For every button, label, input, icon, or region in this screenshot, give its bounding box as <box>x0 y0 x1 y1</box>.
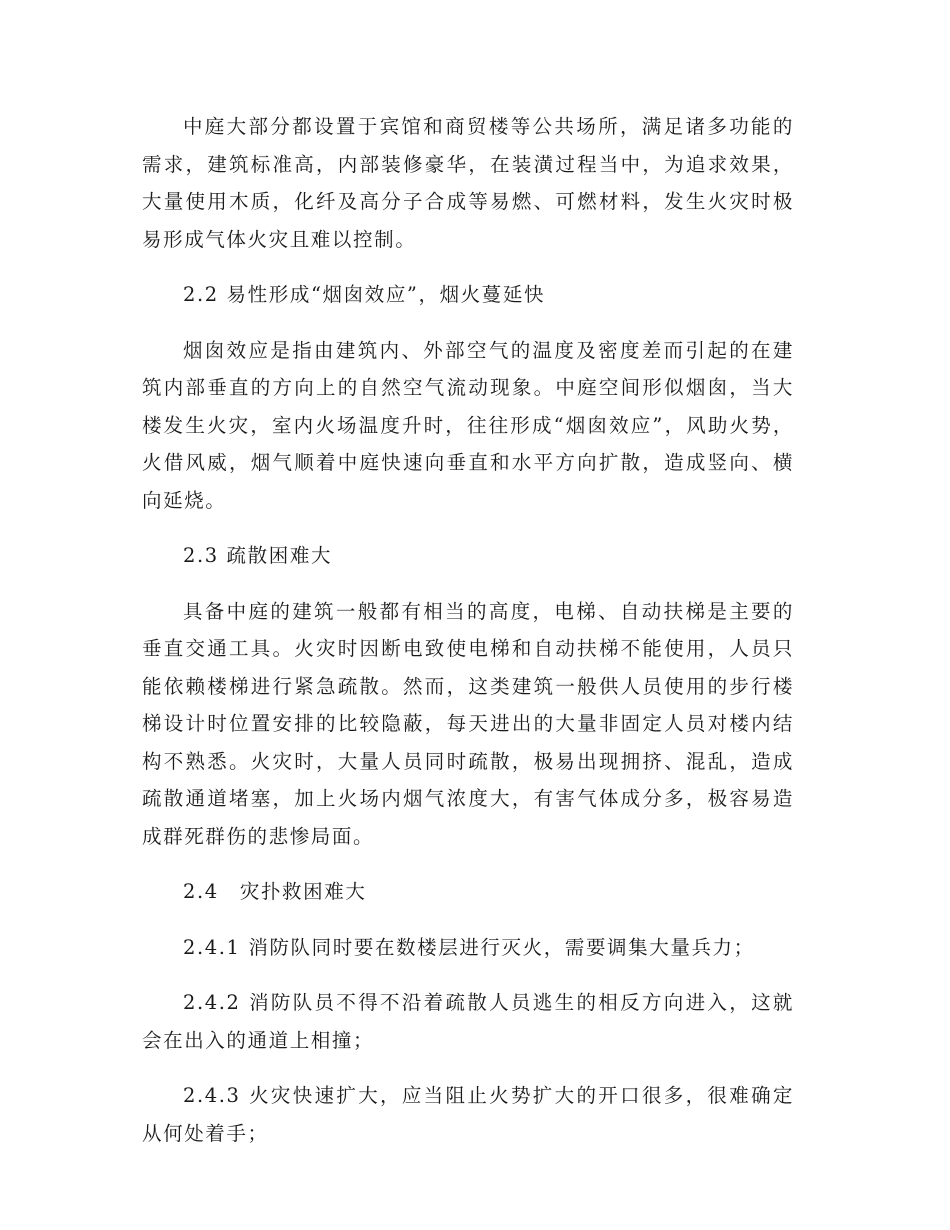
document-body <box>142 108 794 1170</box>
paragraph-2-4-1: 2.4.1 消防队同时要在数楼层进行灭火，需要调集大量兵力； <box>182 935 755 959</box>
paragraph-chimney-effect: 烟囱效应是指由建筑内、外部空气的温度及密度差而引起的在建筑内部垂直的方向上的自然空气流动现象。中庭空间形似烟囱，当大楼发生火灾，室内火场温度升时，往往形成“烟囱效应”，风助火势，火借风威，烟气顺着中庭快速向垂直和水平方向扩散，造成竖向、横向延烧。 <box>142 338 794 512</box>
section-heading-2-3: 2.3 疏散困难大 <box>182 544 333 567</box>
paragraph-evacuation: 具备中庭的建筑一般都有相当的高度，电梯、自动扶梯是主要的垂直交通工具。火灾时因断电致使电梯和自动扶梯不能使用，人员只能依赖楼梯进行紧急疏散。然而，这类建筑一般供人员使用的步行楼梯设计时位置安排的比较隐蔽，每天进出的大量非固定人员对楼内结构不熟悉。火灾时，大量人员同时疏散，极易出现拥挤、混乱，造成疏散通道堵塞，加上火场内烟气浓度大，有害气体成分多，极容易造成群死群伤的悲惨局面。 <box>142 599 794 848</box>
section-heading-2-4: 2.4 灾扑救困难大 <box>182 880 367 903</box>
section-heading-2-2: 2.2 易性形成“烟囱效应”，烟火蔓延快 <box>182 283 546 306</box>
paragraph-atrium-materials: 中庭大部分都设置于宾馆和商贸楼等公共场所，满足诸多功能的需求，建筑标准高，内部装修豪华，在装潢过程当中，为追求效果，大量使用木质，化纤及高分子合成等易燃、可燃材料，发生火灾时极易形成气体火灾且难以控制。 <box>142 115 794 251</box>
paragraph-2-4-3: 2.4.3 火灾快速扩大，应当阻止火势扩大的开口很多，很难确定从何处着手； <box>142 1084 794 1145</box>
paragraph-2-4-2: 2.4.2 消防队员不得不沿着疏散人员逃生的相反方向进入，这就会在出入的通道上相撞； <box>142 991 794 1052</box>
